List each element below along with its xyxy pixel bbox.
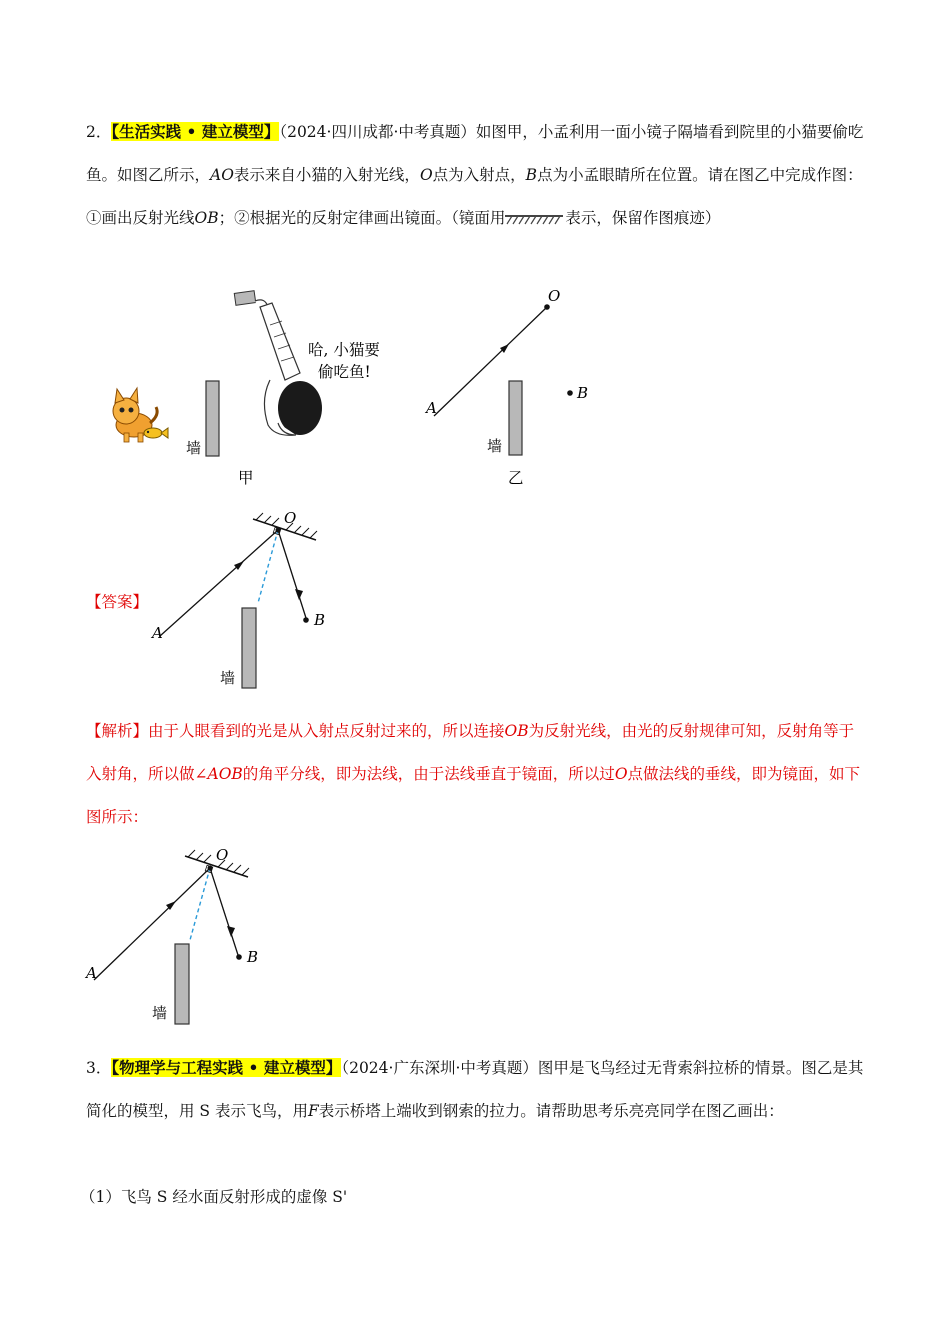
q3-text-2: 表示桥塔上端收到钢索的拉力。请帮助思考乐亮亮同学在图乙画出： xyxy=(318,1102,784,1120)
figure-analysis xyxy=(82,840,282,1030)
point-o xyxy=(276,528,281,533)
caption-yi: 乙 xyxy=(508,469,524,487)
reflected-ray xyxy=(210,868,238,955)
q2-text-1: 如图甲，小孟利用一面小镜子隔墙看到院里的小猫要偷吃鱼。如图乙所示， xyxy=(86,123,864,184)
q2-text-6: 表示，保留作图痕迹） xyxy=(565,209,721,227)
point-o xyxy=(544,304,550,310)
q2-text xyxy=(86,110,866,240)
q2-ob: OB xyxy=(194,209,219,227)
wall-label: 墙 xyxy=(152,1004,168,1022)
mirror-symbol-icon xyxy=(505,213,565,225)
reflected-ray xyxy=(278,530,306,618)
q2-text-4: 点为小孟眼睛所在位置。请在图乙中完成作图：①画出反射光线 xyxy=(86,166,863,227)
analysis-aob: AOB xyxy=(207,765,243,783)
analysis-text-2: 为反射光线，由光的反射规律可知，反射角等于入射角，所以做∠ xyxy=(86,722,855,783)
q2-text-3: 点为入射点， xyxy=(432,166,526,184)
label-a: A xyxy=(426,399,437,417)
figure-jia xyxy=(100,285,420,495)
arrow-icon xyxy=(295,589,303,600)
q2-text-5: ；②根据光的反射定律画出镜面。（镜面用 xyxy=(218,209,506,227)
point-b xyxy=(567,390,573,396)
analysis-text-1: 由于人眼看到的光是从入射点反射过来的，所以连接 xyxy=(148,722,505,740)
analysis-label: 【解析】 xyxy=(86,722,149,740)
q3-text-1: 图甲是飞鸟经过无背索斜拉桥的情景。图乙是其简化的模型，用 S 表示飞鸟，用 xyxy=(86,1059,864,1120)
analysis-text-4: 点做法线的垂线，即为镜面，如下图所示： xyxy=(86,765,861,826)
normal-line xyxy=(258,530,278,603)
label-b: B xyxy=(247,948,259,966)
speech-text-1: 哈, 小猫要 xyxy=(308,341,380,359)
analysis-ob: OB xyxy=(504,722,529,740)
label-o: O xyxy=(284,509,297,527)
normal-line xyxy=(190,868,210,940)
q2-ao: AO xyxy=(210,166,234,184)
wall-label: 墙 xyxy=(220,669,236,687)
label-b: B xyxy=(577,384,589,402)
analysis-text-3: 的角平分线，即为法线，由于法线垂直于镜面，所以过 xyxy=(242,765,615,783)
person-icon xyxy=(234,291,322,436)
analysis-o: O xyxy=(614,765,628,783)
incident-ray xyxy=(160,530,278,636)
incident-ray xyxy=(94,868,210,980)
label-b: B xyxy=(314,611,326,629)
q2-text-2: 表示来自小猫的入射光线， xyxy=(233,166,420,184)
figure-yi xyxy=(420,285,620,495)
figure-answer xyxy=(148,505,348,695)
wall-label: 墙 xyxy=(487,437,503,455)
wall-shape xyxy=(206,381,219,456)
q2-source: （2024·四川成都·中考真题） xyxy=(279,123,476,141)
analysis-text xyxy=(86,710,866,839)
q3-f: F xyxy=(307,1102,319,1120)
point-b xyxy=(236,954,242,960)
q2-number: 2． xyxy=(86,123,112,141)
fish-icon xyxy=(144,428,168,438)
wall-shape xyxy=(175,944,189,1024)
label-a: A xyxy=(152,624,163,642)
q3-text xyxy=(86,1046,866,1133)
answer-label: 【答案】 xyxy=(86,593,149,611)
q2-tag: 【生活实践 • 建立模型】 xyxy=(111,122,280,141)
q3-number: 3． xyxy=(86,1059,112,1077)
caption-jia: 甲 xyxy=(238,469,254,487)
incident-ray xyxy=(434,307,547,416)
point-o xyxy=(208,866,213,871)
speech-text-2: 偷吃鱼! xyxy=(318,363,371,381)
arrow-icon xyxy=(227,926,235,937)
q3-sub1: （1）飞鸟 S 经水面反射形成的虚像 S' xyxy=(80,1188,348,1206)
wall-shape xyxy=(242,608,256,688)
point-b xyxy=(303,617,309,623)
q2-b: B xyxy=(525,166,538,184)
label-o: O xyxy=(216,846,229,864)
wall-shape xyxy=(509,381,522,455)
label-a: A xyxy=(86,964,97,982)
q3-source: （2024·广东深圳·中考真题） xyxy=(341,1059,538,1077)
label-o: O xyxy=(548,287,561,305)
q3-tag: 【物理学与工程实践 • 建立模型】 xyxy=(111,1058,342,1077)
wall-label: 墙 xyxy=(186,439,202,457)
q2-o: O xyxy=(419,166,433,184)
